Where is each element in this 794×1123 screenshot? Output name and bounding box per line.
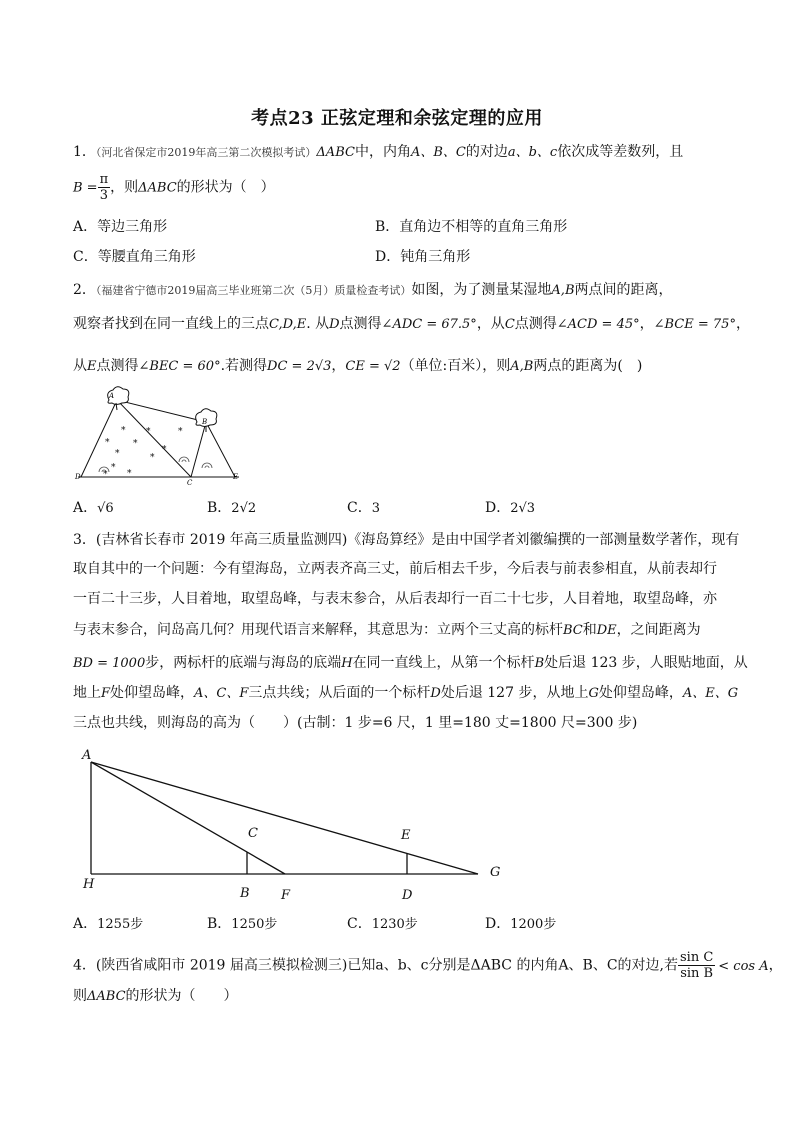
q2-points: A,B	[510, 359, 534, 374]
q1-frac-den: 3	[99, 188, 108, 203]
q3-line4	[73, 620, 701, 641]
q3-text: 步，两标杆的底端与海岛的底端	[145, 655, 342, 671]
svg-text:*: *	[115, 449, 120, 459]
q2-dc: DC = 2√3	[267, 359, 332, 374]
q3-de: DE	[596, 623, 617, 638]
q4-text: 4．(陕西省咸阳市 2019 届高三模拟检测三)已知a、b、c分别是ΔABC 的内角A、B、C的对边,若	[73, 957, 678, 974]
q2-text: ，	[735, 316, 750, 332]
q3-label-b: B	[240, 886, 250, 901]
q2-text: ，	[331, 358, 346, 374]
q3-opt-letter: D．	[485, 916, 511, 932]
q3-bd: BD = 1000	[73, 656, 146, 671]
q2-label-d: D	[75, 473, 81, 481]
q3-line1: 3．(吉林省长春市 2019 年高三质量监测四)《海岛算经》是由中国学者刘徽编撰的一部测量数学著作，现有	[73, 532, 740, 548]
q2-points: C,D,E	[269, 317, 307, 332]
q3-text: 处仰望岛峰，	[598, 685, 683, 701]
q2-option-b[interactable]	[207, 497, 256, 517]
q1-line2	[73, 172, 275, 203]
svg-text:*: *	[162, 445, 167, 455]
q3-text: 处后退 123 步，人眼贴地面，从	[544, 655, 748, 671]
q3-label-a: A	[82, 748, 92, 763]
svg-text:*: *	[146, 427, 151, 437]
q2-line-ab	[117, 400, 206, 422]
q2-text: . 从	[306, 316, 330, 332]
q2-opt-letter: C．	[347, 500, 372, 516]
q2-text: （单位:百米），则	[400, 358, 511, 374]
svg-text:*: *	[103, 470, 108, 480]
q2-opt-letter: A．	[73, 500, 98, 516]
q1-text: 依次成等差数列，且	[557, 144, 684, 160]
q1-fraction	[98, 172, 111, 203]
q2-angle: ∠BEC = 60°	[138, 359, 221, 374]
q2-angle: ∠BCE = 75°	[653, 317, 736, 332]
q1-option-a[interactable]: A．等边三角形	[73, 219, 168, 235]
q4-line1	[73, 950, 783, 981]
q2-label-e: E	[233, 473, 239, 481]
q1-text: ，则	[110, 179, 139, 196]
q2-option-c[interactable]	[347, 497, 380, 517]
q1-text: 的形状为（ ）	[176, 179, 275, 196]
q4-triangle: ΔABC	[87, 989, 126, 1004]
q3-point: G	[588, 686, 599, 701]
q2-opt-value: 3	[371, 501, 380, 516]
q2-text: 如图，为了测量某湿地	[411, 282, 552, 298]
q4-frac-num: sin C	[680, 950, 714, 965]
q2-opt-value: √6	[97, 501, 114, 516]
q2-angle: ∠ACD = 45°	[556, 317, 640, 332]
q2-text: 两点间的距离，	[574, 282, 673, 298]
q3-opt-value: 1250步	[231, 917, 278, 932]
q4-text: 则	[73, 988, 87, 1004]
q1-b-eq: B =	[73, 180, 98, 196]
q3-text: 与表末参合，问岛高几何？用现代语言来解释，其意思为：立两个三丈高的标杆	[73, 622, 563, 638]
q2-text: ，	[639, 316, 654, 332]
q4-frac-den: sin B	[680, 966, 714, 981]
q3-point: H	[341, 656, 353, 671]
q3-line2: 取自其中的一个问题：今有望海岛，立两表齐高三丈，前后相去千步，今后表与前表参相直，从前表却行	[73, 561, 717, 577]
svg-text:*: *	[121, 426, 126, 436]
svg-text:*: *	[150, 453, 155, 463]
q1-angles: A、B、C	[410, 145, 466, 160]
q2-ce: CE = √2	[345, 359, 401, 374]
q3-point: F	[101, 686, 111, 701]
q3-text: ，之间距离为	[616, 622, 701, 638]
q2-option-a[interactable]	[73, 497, 114, 517]
svg-text:*: *	[178, 427, 183, 437]
q2-figure	[73, 386, 248, 486]
q1-sides: a、b、c	[507, 145, 558, 160]
q2-line2	[73, 314, 750, 335]
q2-text: .若测得	[220, 358, 268, 374]
q2-text: ，从	[476, 316, 505, 332]
q3-opt-letter: B．	[207, 916, 232, 932]
q2-points: A,B	[551, 283, 575, 298]
q3-point: B	[534, 656, 545, 671]
q2-text: 点测得	[96, 358, 139, 374]
svg-text:*: *	[127, 469, 132, 479]
q3-label-d: D	[402, 888, 413, 903]
q1-triangle: ΔABC	[138, 180, 177, 196]
q3-option-b[interactable]	[207, 913, 277, 933]
q2-text: 两点的距离为( )	[533, 358, 643, 374]
q2-option-d[interactable]	[485, 497, 535, 517]
q3-bc: BC	[563, 623, 583, 638]
q3-opt-value: 1255步	[97, 917, 144, 932]
q2-source: （福建省宁德市2019届高三毕业班第二次（5月）质量检查考试）	[95, 284, 412, 297]
q3-option-a[interactable]	[73, 913, 143, 933]
q4-line2	[73, 986, 238, 1007]
swirl-icon	[99, 457, 212, 472]
q3-text: 处仰望岛峰，	[110, 685, 195, 701]
q3-label-e: E	[401, 828, 411, 843]
q2-text: 观察者找到在同一直线上的三点	[73, 316, 269, 332]
q2-line1	[73, 280, 673, 301]
q2-opt-letter: B．	[207, 500, 232, 516]
q2-label-b: B	[202, 418, 208, 426]
q1-triangle: ΔABC	[316, 145, 355, 160]
q2-point: C	[504, 317, 515, 332]
q3-line6	[73, 683, 738, 704]
q4-fraction	[678, 950, 715, 981]
q3-label-f: F	[281, 888, 291, 903]
q2-line3	[73, 356, 642, 377]
q3-text: 三点共线；从后面的一个标杆	[248, 685, 431, 701]
q2-text: 从	[73, 358, 87, 374]
q3-line7: 三点也共线，则海岛的高为（ ）(古制：1 步=6 尺，1 里=180 丈=1800 尺=300 步)	[73, 715, 638, 731]
q1-text: 中，内角	[354, 144, 411, 160]
q3-opt-value: 1230步	[371, 917, 418, 932]
marsh-marks	[103, 426, 183, 480]
q4-text: 的形状为（ ）	[125, 988, 238, 1004]
q1-option-c[interactable]: C．等腰直角三角形	[73, 249, 196, 265]
q3-line-ag	[91, 762, 478, 874]
page-title: 考点23 正弦定理和余弦定理的应用	[251, 108, 543, 129]
q2-triangle-right	[191, 422, 235, 477]
q3-label-c: C	[248, 826, 258, 841]
q2-number: 2．	[73, 282, 96, 298]
q1-frac-num: π	[99, 172, 109, 187]
svg-text:*: *	[105, 438, 110, 448]
q1-option-d[interactable]: D．钝角三角形	[375, 249, 471, 265]
q3-point: D	[430, 686, 441, 701]
q3-option-c[interactable]	[347, 913, 418, 933]
q1-text: 的对边	[465, 144, 508, 160]
q2-opt-value: 2√3	[510, 501, 536, 516]
q3-text: 地上	[73, 685, 101, 701]
q3-points: A、C、F	[194, 686, 249, 701]
q3-figure	[75, 745, 515, 905]
q1-source: （河北省保定市2019年高三第二次模拟考试）	[95, 146, 317, 159]
q1-line1	[73, 142, 683, 163]
q3-opt-value: 1200步	[510, 917, 557, 932]
q2-label-a: A	[109, 392, 115, 400]
q3-line5	[73, 653, 748, 674]
q2-opt-value: 2√2	[231, 501, 257, 516]
q2-point: E	[87, 359, 97, 374]
q2-angle: ∠ADC = 67.5°	[381, 317, 477, 332]
q4-ineq: < cos A	[718, 958, 769, 974]
q3-opt-letter: C．	[347, 916, 372, 932]
q2-opt-letter: D．	[485, 500, 511, 516]
svg-text:*: *	[133, 439, 138, 449]
q3-label-g: G	[490, 865, 501, 880]
q2-text: 点测得	[514, 316, 557, 332]
q3-text: 处后退 127 步，从地上	[440, 685, 589, 701]
q4-text: ，	[768, 957, 783, 974]
q1-number: 1．	[73, 144, 96, 160]
q2-text: 点测得	[339, 316, 382, 332]
q3-points: A、E、G	[682, 686, 739, 701]
q3-text: 和	[582, 622, 597, 638]
q3-text: 在同一直线上，从第一个标杆	[352, 655, 535, 671]
q3-line-af	[91, 762, 285, 874]
q3-opt-letter: A．	[73, 916, 98, 932]
q2-label-c: C	[187, 479, 193, 486]
svg-text:*: *	[111, 463, 116, 473]
q1-option-b[interactable]: B．直角边不相等的直角三角形	[375, 219, 568, 235]
q3-option-d[interactable]	[485, 913, 556, 933]
q3-label-h: H	[83, 877, 95, 892]
q2-point: D	[329, 317, 340, 332]
q3-line3: 一百二十三步，人目着地，取望岛峰，与表末参合，从后表却行一百二十七步，人目着地，取望岛峰，亦	[73, 591, 717, 607]
